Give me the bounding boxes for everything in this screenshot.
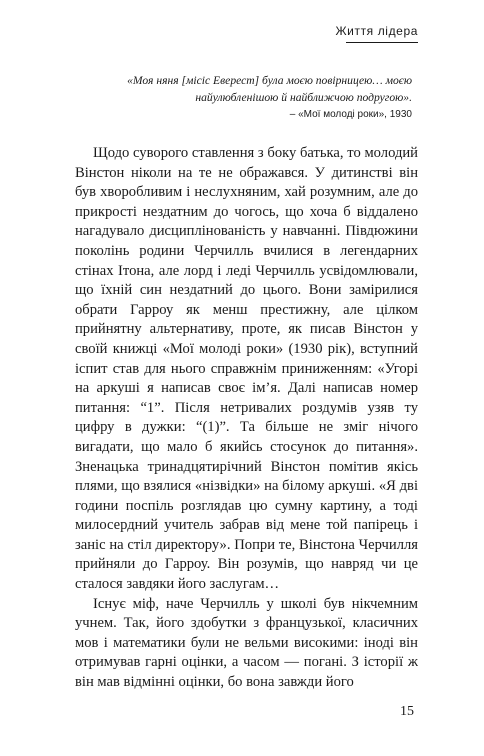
paragraph: Щодо суворого ставлення з боку батька, то молодий Вінстон ніколи на те не ображався. У дитинстві він був хворобливим і неслухняним, хай розумним, але до прикрості нездатним до чогось, що хоча б віддалено нагадувало дисциплінованість у навчанні. Півдюжини поколінь родини Черчилль вчилися в легендарних стінах Ітона, але лорд і леді Черчилль усвідомлювали, що їхній син нездатний до цього. Вони замірилися обрати Гарроу як менш престижну, але цілком прийнятну альтернативу, проте, як писав Вінстон у своїй книжці «Мої молоді роки» (1930 рік), вступний іспит став для нього справжнім приниженням: «Угорі на аркуші я написав своє ім’я. Далі написав номер питання: “1”. Після нетривалих роздумів узяв ту цифру в дужки: “(1)”. Та більше не зміг нічого вигадати, що мало б якийсь стосунок до питання». Зненацька тринадцятирічний Вінстон помітив якісь плями, що взялися «нізвідки» на білому аркуші. «Я дві години поспіль розглядав цю сумну картину, а тоді милосердний учитель забрав від мене той папірець і заніс на стіл директору». Попри те, Вінстона Черчилля прийняли до Гарроу. Він розумів, що навряд чи це сталося завдяки його заслугам… xyxy=(75,145,418,593)
paragraph: Існує міф, наче Черчилль у школі був нікчемним учнем. Так, його здобутки з французької, класичних мов і математики були не вельми високими: іноді він отримував гарні оцінки, а часом — погані. З історії ж він мав відмінні оцінки, бо вона завжди його xyxy=(75,595,418,691)
body-text xyxy=(75,144,418,693)
epigraph-quote: «Моя няня [місіс Еверест] була моєю повірницею… моєю найулюбленішою й найближчою подругою». xyxy=(127,74,412,104)
page-number: 15 xyxy=(400,704,414,719)
header-rule xyxy=(346,42,418,43)
epigraph-source: – «Мої молоді роки», 1930 xyxy=(289,109,412,120)
running-title: Життя лідера xyxy=(335,24,418,38)
